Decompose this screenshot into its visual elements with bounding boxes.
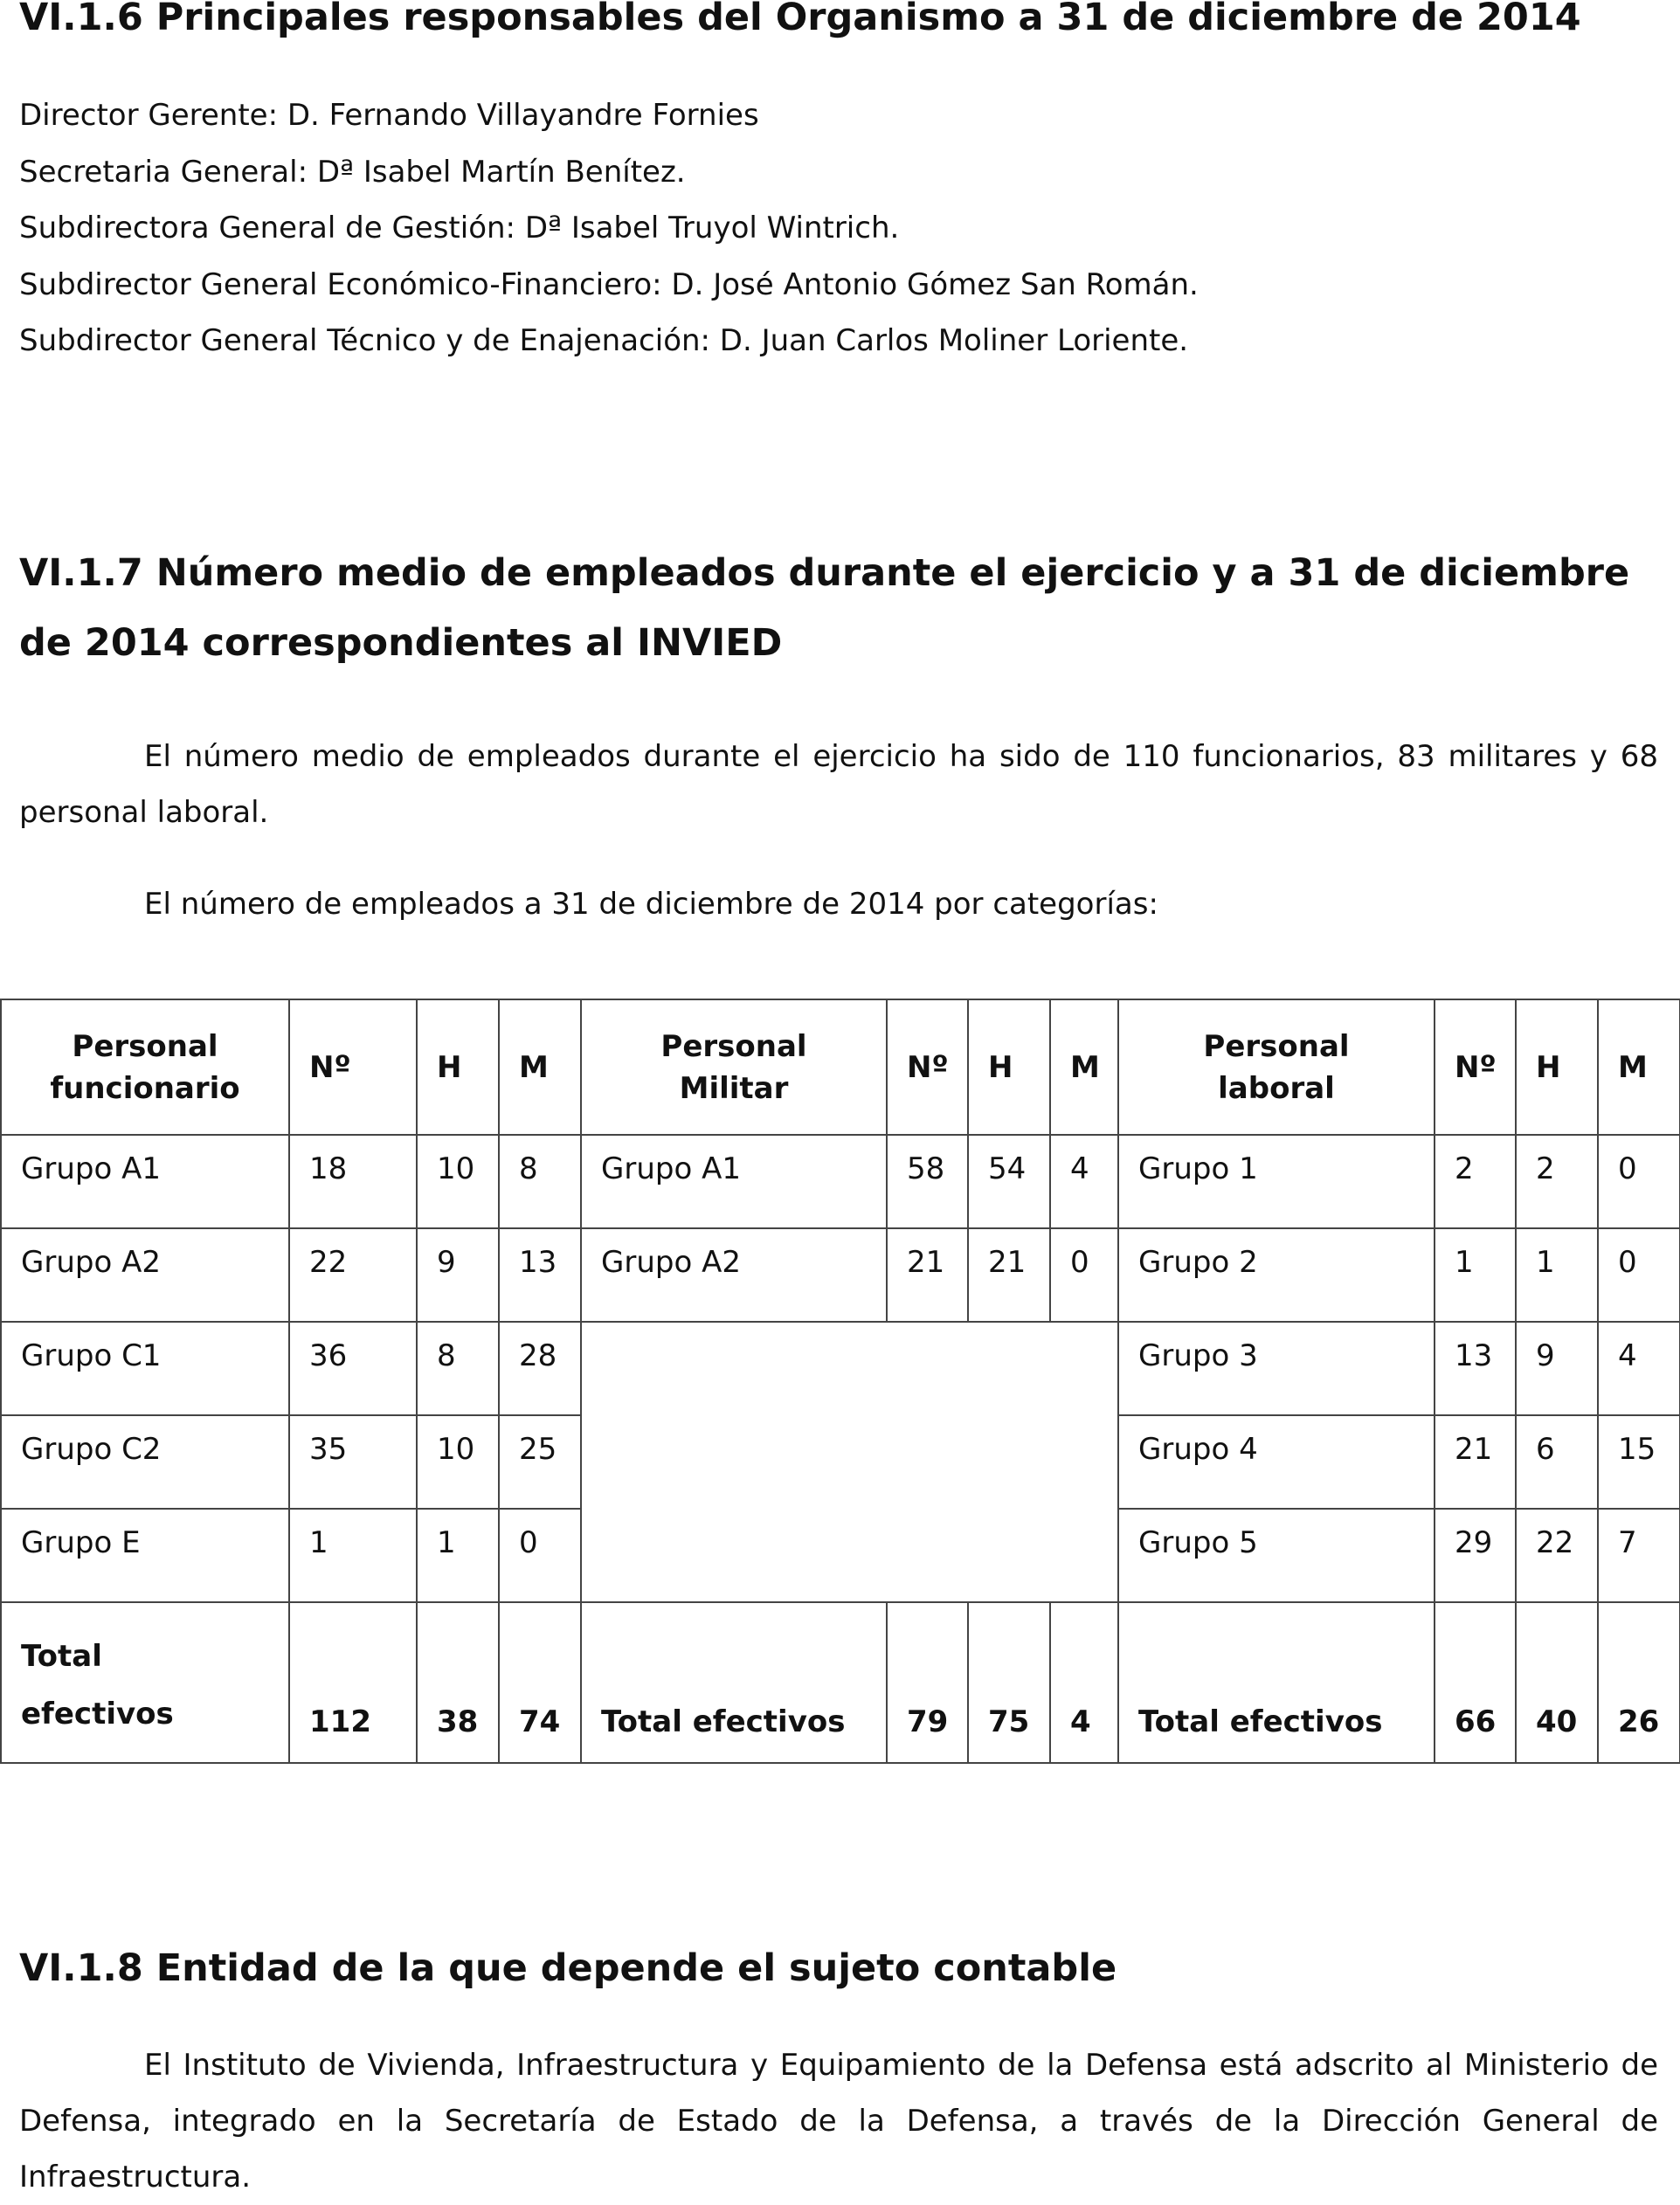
cell-n: 2 (1435, 1135, 1516, 1228)
header-label: laboral (1218, 1070, 1335, 1106)
header-label: Militar (679, 1070, 789, 1106)
section-17-heading-line1: VI.1.7 Número medio de empleados durante el ejercicio y a 31 de diciembre (19, 551, 1630, 595)
cell-h: 21 (968, 1228, 1050, 1322)
cell-h: 9 (417, 1228, 499, 1322)
cell-grupo: Grupo 3 (1118, 1322, 1435, 1415)
header-m: M (1598, 999, 1680, 1135)
table-row (1, 1228, 1680, 1322)
cell-m: 4 (1598, 1322, 1680, 1415)
responsable-line: Director Gerente: D. Fernando Villayandre Fornies (19, 98, 759, 133)
cell-m: 7 (1598, 1509, 1680, 1602)
header-label: funcionario (50, 1070, 240, 1106)
cell-grupo: Grupo 2 (1118, 1228, 1435, 1322)
section-16-heading: VI.1.6 Principales responsables del Organismo a 31 de diciembre de 2014 (19, 0, 1581, 39)
header-label: Personal (660, 1028, 807, 1064)
cell-m: 28 (499, 1322, 581, 1415)
header-m: M (1050, 999, 1118, 1135)
cell-grupo: Grupo 5 (1118, 1509, 1435, 1602)
header-h: H (968, 999, 1050, 1135)
cell-n: 29 (1435, 1509, 1516, 1602)
total-label-laboral: Total efectivos (1118, 1602, 1435, 1763)
total-label: efectivos (21, 1697, 174, 1732)
cell-grupo: Grupo E (1, 1509, 289, 1602)
total-h: 75 (968, 1602, 1050, 1763)
cell-h: 2 (1516, 1135, 1598, 1228)
cell-h: 8 (417, 1322, 499, 1415)
cell-n: 21 (1435, 1415, 1516, 1509)
section-18-paragraph: El Instituto de Vivienda, Infraestructura y Equipamiento de la Defensa está adscrito al Ministerio de Defensa, integrado en la Secretaría de Estado de la Defensa, a través de la Dirección General de Infraestructura. (19, 2048, 1658, 2195)
header-h: H (1516, 999, 1598, 1135)
header-n: Nº (1435, 999, 1516, 1135)
cell-n: 35 (289, 1415, 417, 1509)
cell-grupo: Grupo A1 (1, 1135, 289, 1228)
table-row (1, 1322, 1680, 1415)
cell-grupo: Grupo A2 (1, 1228, 289, 1322)
cell-h: 1 (1516, 1228, 1598, 1322)
cell-m: 8 (499, 1135, 581, 1228)
employees-table (0, 999, 1680, 1764)
section-17-heading-line2: de 2014 correspondientes al INVIED (19, 621, 783, 665)
header-personal-laboral (1118, 999, 1435, 1135)
responsable-line: Subdirector General Técnico y de Enajenación: D. Juan Carlos Moliner Loriente. (19, 323, 1189, 358)
header-h: H (417, 999, 499, 1135)
cell-n: 1 (289, 1509, 417, 1602)
header-personal-funcionario (1, 999, 289, 1135)
header-label: Personal (72, 1028, 218, 1064)
total-h: 40 (1516, 1602, 1598, 1763)
cell-n: 18 (289, 1135, 417, 1228)
cell-m: 4 (1050, 1135, 1118, 1228)
header-label: Personal (1203, 1028, 1350, 1064)
section-18-heading: VI.1.8 Entidad de la que depende el sujeto contable (19, 1946, 1117, 1990)
cell-n: 13 (1435, 1322, 1516, 1415)
table-row (1, 1135, 1680, 1228)
total-m: 74 (499, 1602, 581, 1763)
cell-grupo: Grupo C1 (1, 1322, 289, 1415)
cell-m: 0 (1050, 1228, 1118, 1322)
cell-h: 22 (1516, 1509, 1598, 1602)
total-label-militar: Total efectivos (581, 1602, 887, 1763)
header-personal-militar (581, 999, 887, 1135)
cell-h: 6 (1516, 1415, 1598, 1509)
cell-m: 0 (499, 1509, 581, 1602)
cell-h: 10 (417, 1415, 499, 1509)
cell-n: 22 (289, 1228, 417, 1322)
cell-m: 0 (1598, 1228, 1680, 1322)
total-label: Total (21, 1639, 102, 1674)
cell-m: 25 (499, 1415, 581, 1509)
cell-m: 13 (499, 1228, 581, 1322)
header-m: M (499, 999, 581, 1135)
cell-grupo: Grupo 1 (1118, 1135, 1435, 1228)
empty-militar-area (581, 1322, 1118, 1602)
total-m: 26 (1598, 1602, 1680, 1763)
total-label-funcionario (1, 1602, 289, 1763)
total-n: 112 (289, 1602, 417, 1763)
total-m: 4 (1050, 1602, 1118, 1763)
cell-grupo: Grupo A2 (581, 1228, 887, 1322)
cell-m: 15 (1598, 1415, 1680, 1509)
cell-h: 1 (417, 1509, 499, 1602)
section-17-paragraph-1: El número medio de empleados durante el ejercicio ha sido de 110 funcionarios, 83 militares y 68 personal laboral. (19, 739, 1658, 830)
responsable-line: Subdirector General Económico-Financiero: D. José Antonio Gómez San Román. (19, 267, 1199, 302)
cell-n: 58 (887, 1135, 968, 1228)
cell-h: 9 (1516, 1322, 1598, 1415)
cell-grupo: Grupo A1 (581, 1135, 887, 1228)
section-17-paragraph-2: El número de empleados a 31 de diciembre de 2014 por categorías: (144, 887, 1158, 922)
cell-n: 36 (289, 1322, 417, 1415)
total-h: 38 (417, 1602, 499, 1763)
table-total-row (1, 1602, 1680, 1763)
cell-n: 1 (1435, 1228, 1516, 1322)
cell-h: 10 (417, 1135, 499, 1228)
table-header-row (1, 999, 1680, 1135)
cell-grupo: Grupo C2 (1, 1415, 289, 1509)
header-n: Nº (289, 999, 417, 1135)
cell-grupo: Grupo 4 (1118, 1415, 1435, 1509)
cell-n: 21 (887, 1228, 968, 1322)
responsable-line: Secretaria General: Dª Isabel Martín Benítez. (19, 155, 686, 190)
cell-m: 0 (1598, 1135, 1680, 1228)
responsable-line: Subdirectora General de Gestión: Dª Isabel Truyol Wintrich. (19, 211, 900, 245)
total-n: 66 (1435, 1602, 1516, 1763)
cell-h: 54 (968, 1135, 1050, 1228)
total-n: 79 (887, 1602, 968, 1763)
header-n: Nº (887, 999, 968, 1135)
